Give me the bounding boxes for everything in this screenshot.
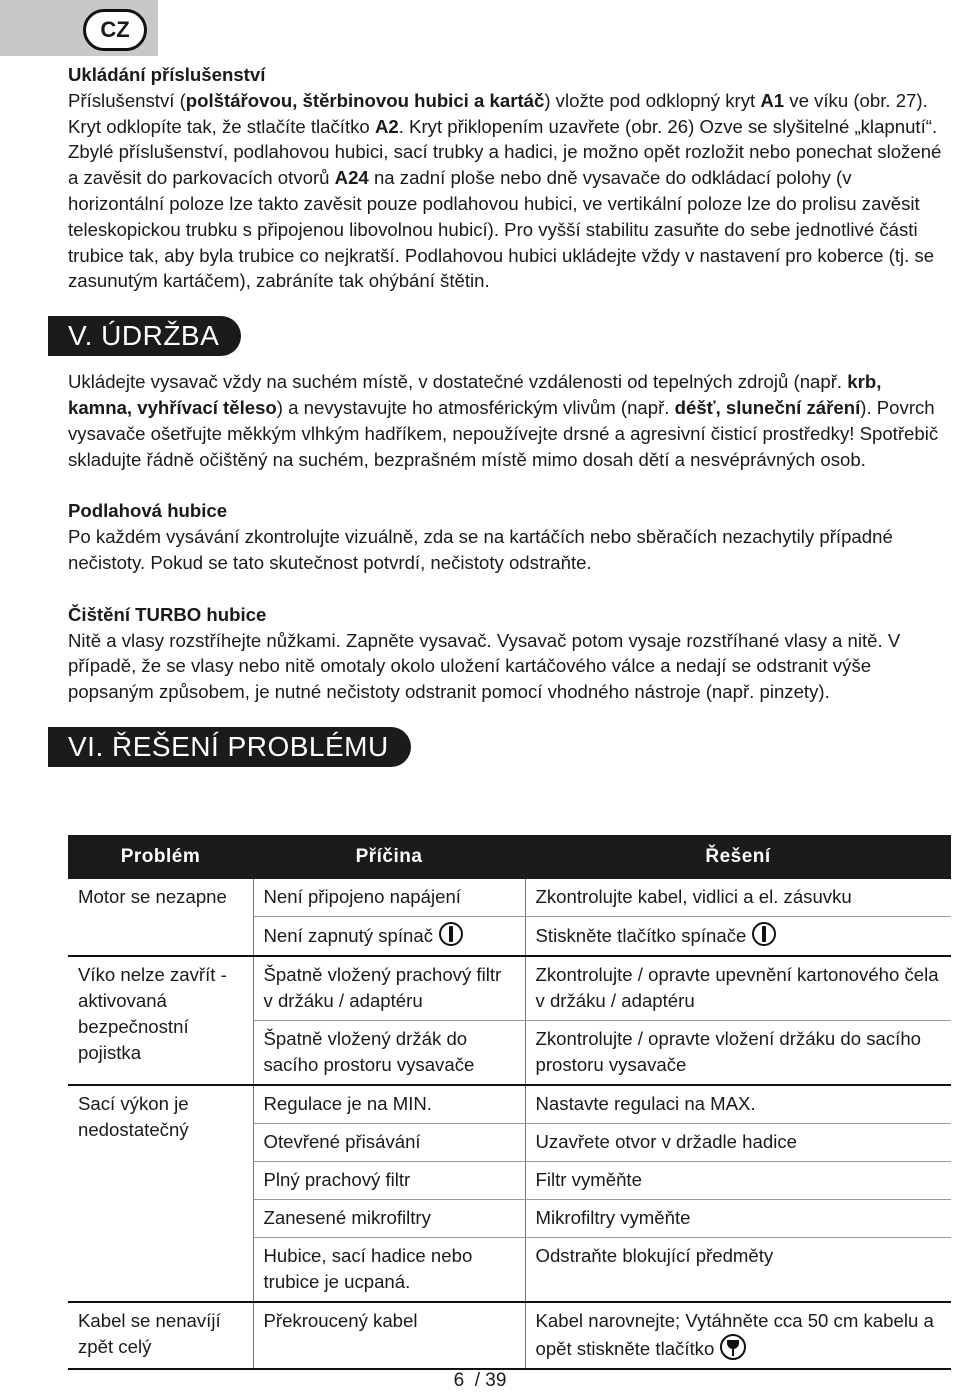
paragraph-maintenance: Ukládejte vysavač vždy na suchém místě, v dostatečné vzdálenosti od tepelných zdrojů (např. krb, kamna, vyhřívací těleso) a nevystavujte ho atmosférickým vlivům (např. déšť, sluneční záření). Povrch vysavače ošetřujte měkkým vlhkým hadříkem, nepoužívejte drsné a agresivní čisticí prostředky! Spotřebič skladujte řádně očištěný na suchém, bezprašném místě mimo dosah dětí a nesvéprávných osob. (68, 371, 939, 470)
problem-cell: Sací výkon je nedostatečný (68, 1085, 253, 1302)
table-header-row (68, 835, 951, 879)
problem-cell: Motor se nezapne (68, 879, 253, 956)
page-number: 6 / 39 (453, 1370, 507, 1391)
table-row (68, 1302, 951, 1369)
cord-rewind-icon (720, 1334, 746, 1360)
cause-cell: Otevřené přisávání (253, 1124, 525, 1162)
cause-cell: Regulace je na MIN. (253, 1085, 525, 1124)
cause-cell: Zanesené mikrofiltry (253, 1200, 525, 1238)
troubleshooting-table (68, 835, 951, 1370)
cause-cell: Překroucený kabel (253, 1302, 525, 1369)
power-switch-icon (439, 922, 463, 946)
solution-cell: Odstraňte blokující předměty (525, 1238, 951, 1303)
header-solution: Řešení (525, 835, 951, 879)
table-row (68, 956, 951, 1021)
solution-cell: Nastavte regulaci na MAX. (525, 1085, 951, 1124)
section-heading-maintenance: V. ÚDRŽBA (48, 316, 241, 356)
cause-cell: Hubice, sací hadice nebo trubice je ucpaná. (253, 1238, 525, 1303)
solution-cell: Zkontrolujte / opravte vložení držáku do sacího prostoru vysavače (525, 1021, 951, 1086)
problem-cell: Víko nelze zavřít - aktivovaná bezpečnostní pojistka (68, 956, 253, 1085)
problem-cell: Kabel se nenavíjí zpět celý (68, 1302, 253, 1369)
solution-cell: Zkontrolujte kabel, vidlici a el. zásuvku (525, 879, 951, 917)
solution-cell: Uzavřete otvor v držadle hadice (525, 1124, 951, 1162)
language-tab (0, 0, 158, 56)
cause-cell: Plný prachový filtr (253, 1162, 525, 1200)
cause-cell: Špatně vložený prachový filtr v držáku / adaptéru (253, 956, 525, 1021)
paragraph-floor-nozzle: Po každém vysávání zkontrolujte vizuálně, zda se na kartáčích nebo sběračích nezachytily případné nečistoty. Pokud se tato skutečnost potvrdí, nečistoty odstraňte. (68, 526, 893, 573)
section-title-floor-nozzle: Podlahová hubice (68, 500, 228, 522)
solution-cell: Kabel narovnejte; Vytáhněte cca 50 cm kabelu a opět stiskněte tlačítko (525, 1302, 951, 1369)
solution-cell: Mikrofiltry vyměňte (525, 1200, 951, 1238)
document-body (68, 62, 948, 767)
paragraph-accessory-storage: Příslušenství (polštářovou, štěrbinovou hubici a kartáč) vložte pod odklopný kryt A1 ve víku (obr. 27). Kryt odklopíte tak, že stlačíte tlačítko A2. Kryt přiklopením uzavřete (obr. 26) Ozve se slyšitelné „klapnutí“. Zbylé příslušenství, podlahovou hubici, sací trubky a hadici, je možno opět rozložit nebo ponechat složené a zavěsit do parkovacích otvorů A24 na zadní ploše nebo dně vysavače do odkládací polohy (v horizontální poloze lze takto zavěsit pouze podlahovou hubici, ve vertikální poloze lze do prolisu zavěsit teleskopickou trubku s připojenou libovolnou hubicí). Pro vyšší stabilitu zasuňte do sebe jednotlivé části trubice tak, aby byla trubice co nejkratší. Podlahovou hubici ukládejte vždy v nastavení pro koberce (tj. se zasunutým kartáčem), zabráníte tak ohýbání štětin. (68, 89, 942, 292)
solution-cell: Zkontrolujte / opravte upevnění kartonového čela v držáku / adaptéru (525, 956, 951, 1021)
cause-cell: Špatně vložený držák do sacího prostoru vysavače (253, 1021, 525, 1086)
solution-cell: Stiskněte tlačítko spínače (525, 917, 951, 957)
table-row (68, 879, 951, 917)
section-heading-troubleshooting: VI. ŘEŠENÍ PROBLÉMU (48, 727, 411, 767)
section-title-turbo-nozzle: Čištění TURBO hubice (68, 603, 267, 625)
paragraph-turbo-nozzle: Nitě a vlasy rozstříhejte nůžkami. Zapněte vysavač. Vysavač potom vysaje rozstříhané vlasy a nitě. V případě, že se vlasy nebo nitě omotaly okolo uložení kartáčového válce a nedají se odstranit výše popsaným způsobem, je nutné nečistoty odstranit pomocí vhodného nástroje (např. pinzety). (68, 629, 901, 703)
header-problem: Problém (68, 835, 253, 879)
table-row (68, 1085, 951, 1124)
power-switch-icon (752, 922, 776, 946)
solution-cell: Filtr vyměňte (525, 1162, 951, 1200)
cause-cell: Není zapnutý spínač (253, 917, 525, 957)
header-cause: Příčina (253, 835, 525, 879)
cause-cell: Není připojeno napájení (253, 879, 525, 917)
section-title-accessory-storage: Ukládání příslušenství (68, 64, 266, 85)
language-badge: CZ (83, 9, 147, 51)
